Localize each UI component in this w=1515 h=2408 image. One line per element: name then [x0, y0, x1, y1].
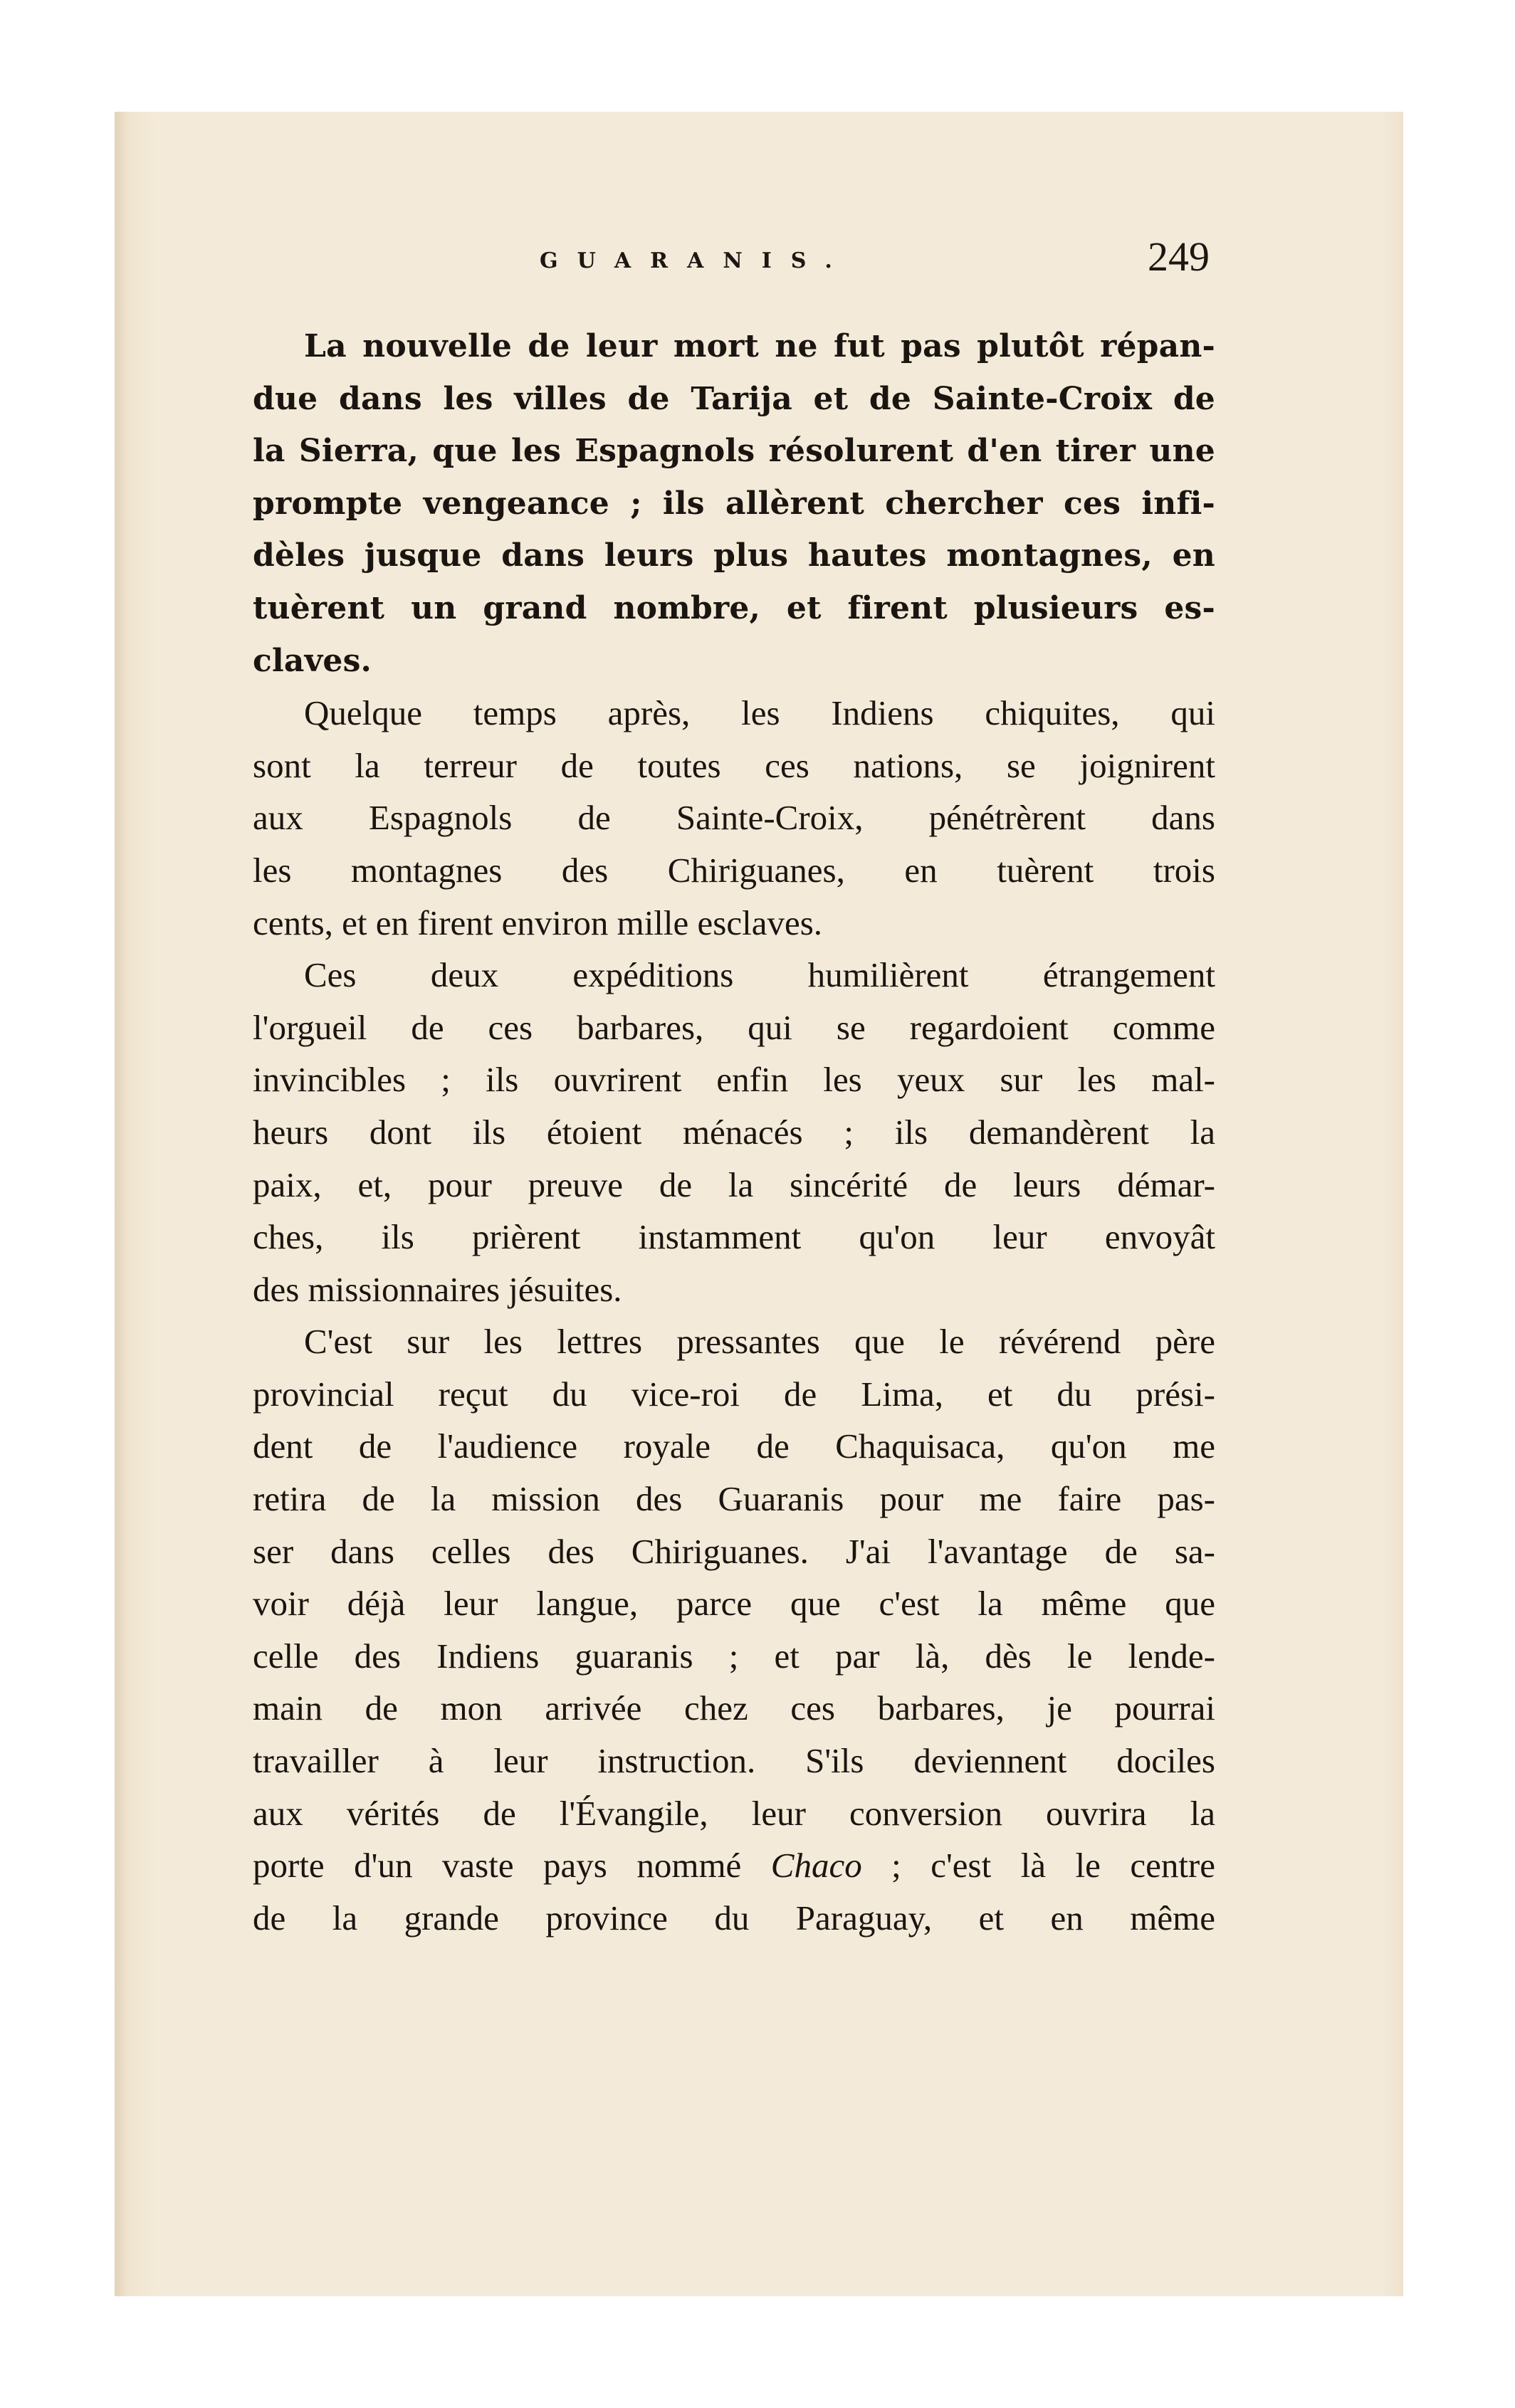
- text-line: due dans les villes de Tarija et de Sainte-Croix de: [253, 380, 1215, 417]
- text-line: prompte vengeance ; ils allèrent chercher ces infi-: [253, 485, 1215, 522]
- text-line: C'est sur les lettres pressantes que le révérend père: [304, 1322, 1215, 1362]
- text-line: provincial reçut du vice-roi de Lima, et du prési-: [253, 1374, 1215, 1414]
- text-line: dent de l'audience royale de Chaquisaca, qu'on me: [253, 1426, 1215, 1466]
- text-line: main de mon arrivée chez ces barbares, je pourrai: [253, 1688, 1215, 1728]
- text-line: cents, et en firent environ mille esclaves.: [253, 903, 823, 942]
- text-segment: porte d'un vaste pays nommé: [253, 1846, 771, 1886]
- text-line: des missionnaires jésuites.: [253, 1269, 622, 1309]
- text-line: retira de la mission des Guaranis pour me faire pas-: [253, 1479, 1215, 1519]
- text-line: aux Espagnols de Sainte-Croix, pénétrèrent dans: [253, 798, 1215, 838]
- text-line: invincibles ; ils ouvrirent enfin les yeux sur les mal-: [253, 1060, 1215, 1100]
- text-line: voir déjà leur langue, parce que c'est la même que: [253, 1584, 1215, 1624]
- text-line: sont la terreur de toutes ces nations, se joignirent: [253, 745, 1215, 785]
- body-text: [253, 320, 1215, 1944]
- text-line: paix, et, pour preuve de la sincérité de leurs démar-: [253, 1164, 1215, 1204]
- text-line: ches, ils prièrent instamment qu'on leur envoyât: [253, 1217, 1215, 1257]
- paragraph: [253, 320, 1215, 687]
- paragraph: [253, 949, 1215, 1315]
- text-line: l'orgueil de ces barbares, qui se regardoient comme: [253, 1007, 1215, 1047]
- text-line: dèles jusque dans leurs plus hautes montagnes, en: [253, 537, 1215, 574]
- text-line: celle des Indiens guaranis ; et par là, dès le lende-: [253, 1636, 1215, 1676]
- text-line: Quelque temps après, les Indiens chiquites, qui: [304, 693, 1215, 733]
- running-title: GUARANIS.: [540, 248, 851, 273]
- italic-place-name: Chaco: [770, 1846, 862, 1886]
- text-line: de la grande province du Paraguay, et en même: [253, 1898, 1215, 1938]
- page-number: 249: [1148, 233, 1210, 280]
- text-line: ser dans celles des Chiriguanes. J'ai l'avantage de sa-: [253, 1531, 1215, 1571]
- text-line: La nouvelle de leur mort ne fut pas plutôt répan-: [304, 328, 1215, 364]
- text-line: [253, 1839, 1215, 1892]
- text-line: Ces deux expéditions humilièrent étrangement: [304, 955, 1215, 995]
- text-line: les montagnes des Chiriguanes, en tuèrent trois: [253, 850, 1215, 890]
- text-line: heurs dont ils étoient ménacés ; ils demandèrent la: [253, 1112, 1215, 1152]
- text-line: aux vérités de l'Évangile, leur conversion ouvrira la: [253, 1793, 1215, 1833]
- text-line: tuèrent un grand nombre, et firent plusieurs es-: [253, 589, 1215, 626]
- running-head: [0, 233, 1515, 283]
- paragraph: [253, 1315, 1215, 1944]
- text-line: travailler à leur instruction. S'ils deviennent dociles: [253, 1741, 1215, 1781]
- text-line: la Sierra, que les Espagnols résolurent d'en tirer une: [253, 433, 1215, 470]
- text-line: claves.: [253, 642, 372, 679]
- text-segment: ; c'est là le centre: [861, 1846, 1216, 1886]
- paragraph: [253, 687, 1215, 949]
